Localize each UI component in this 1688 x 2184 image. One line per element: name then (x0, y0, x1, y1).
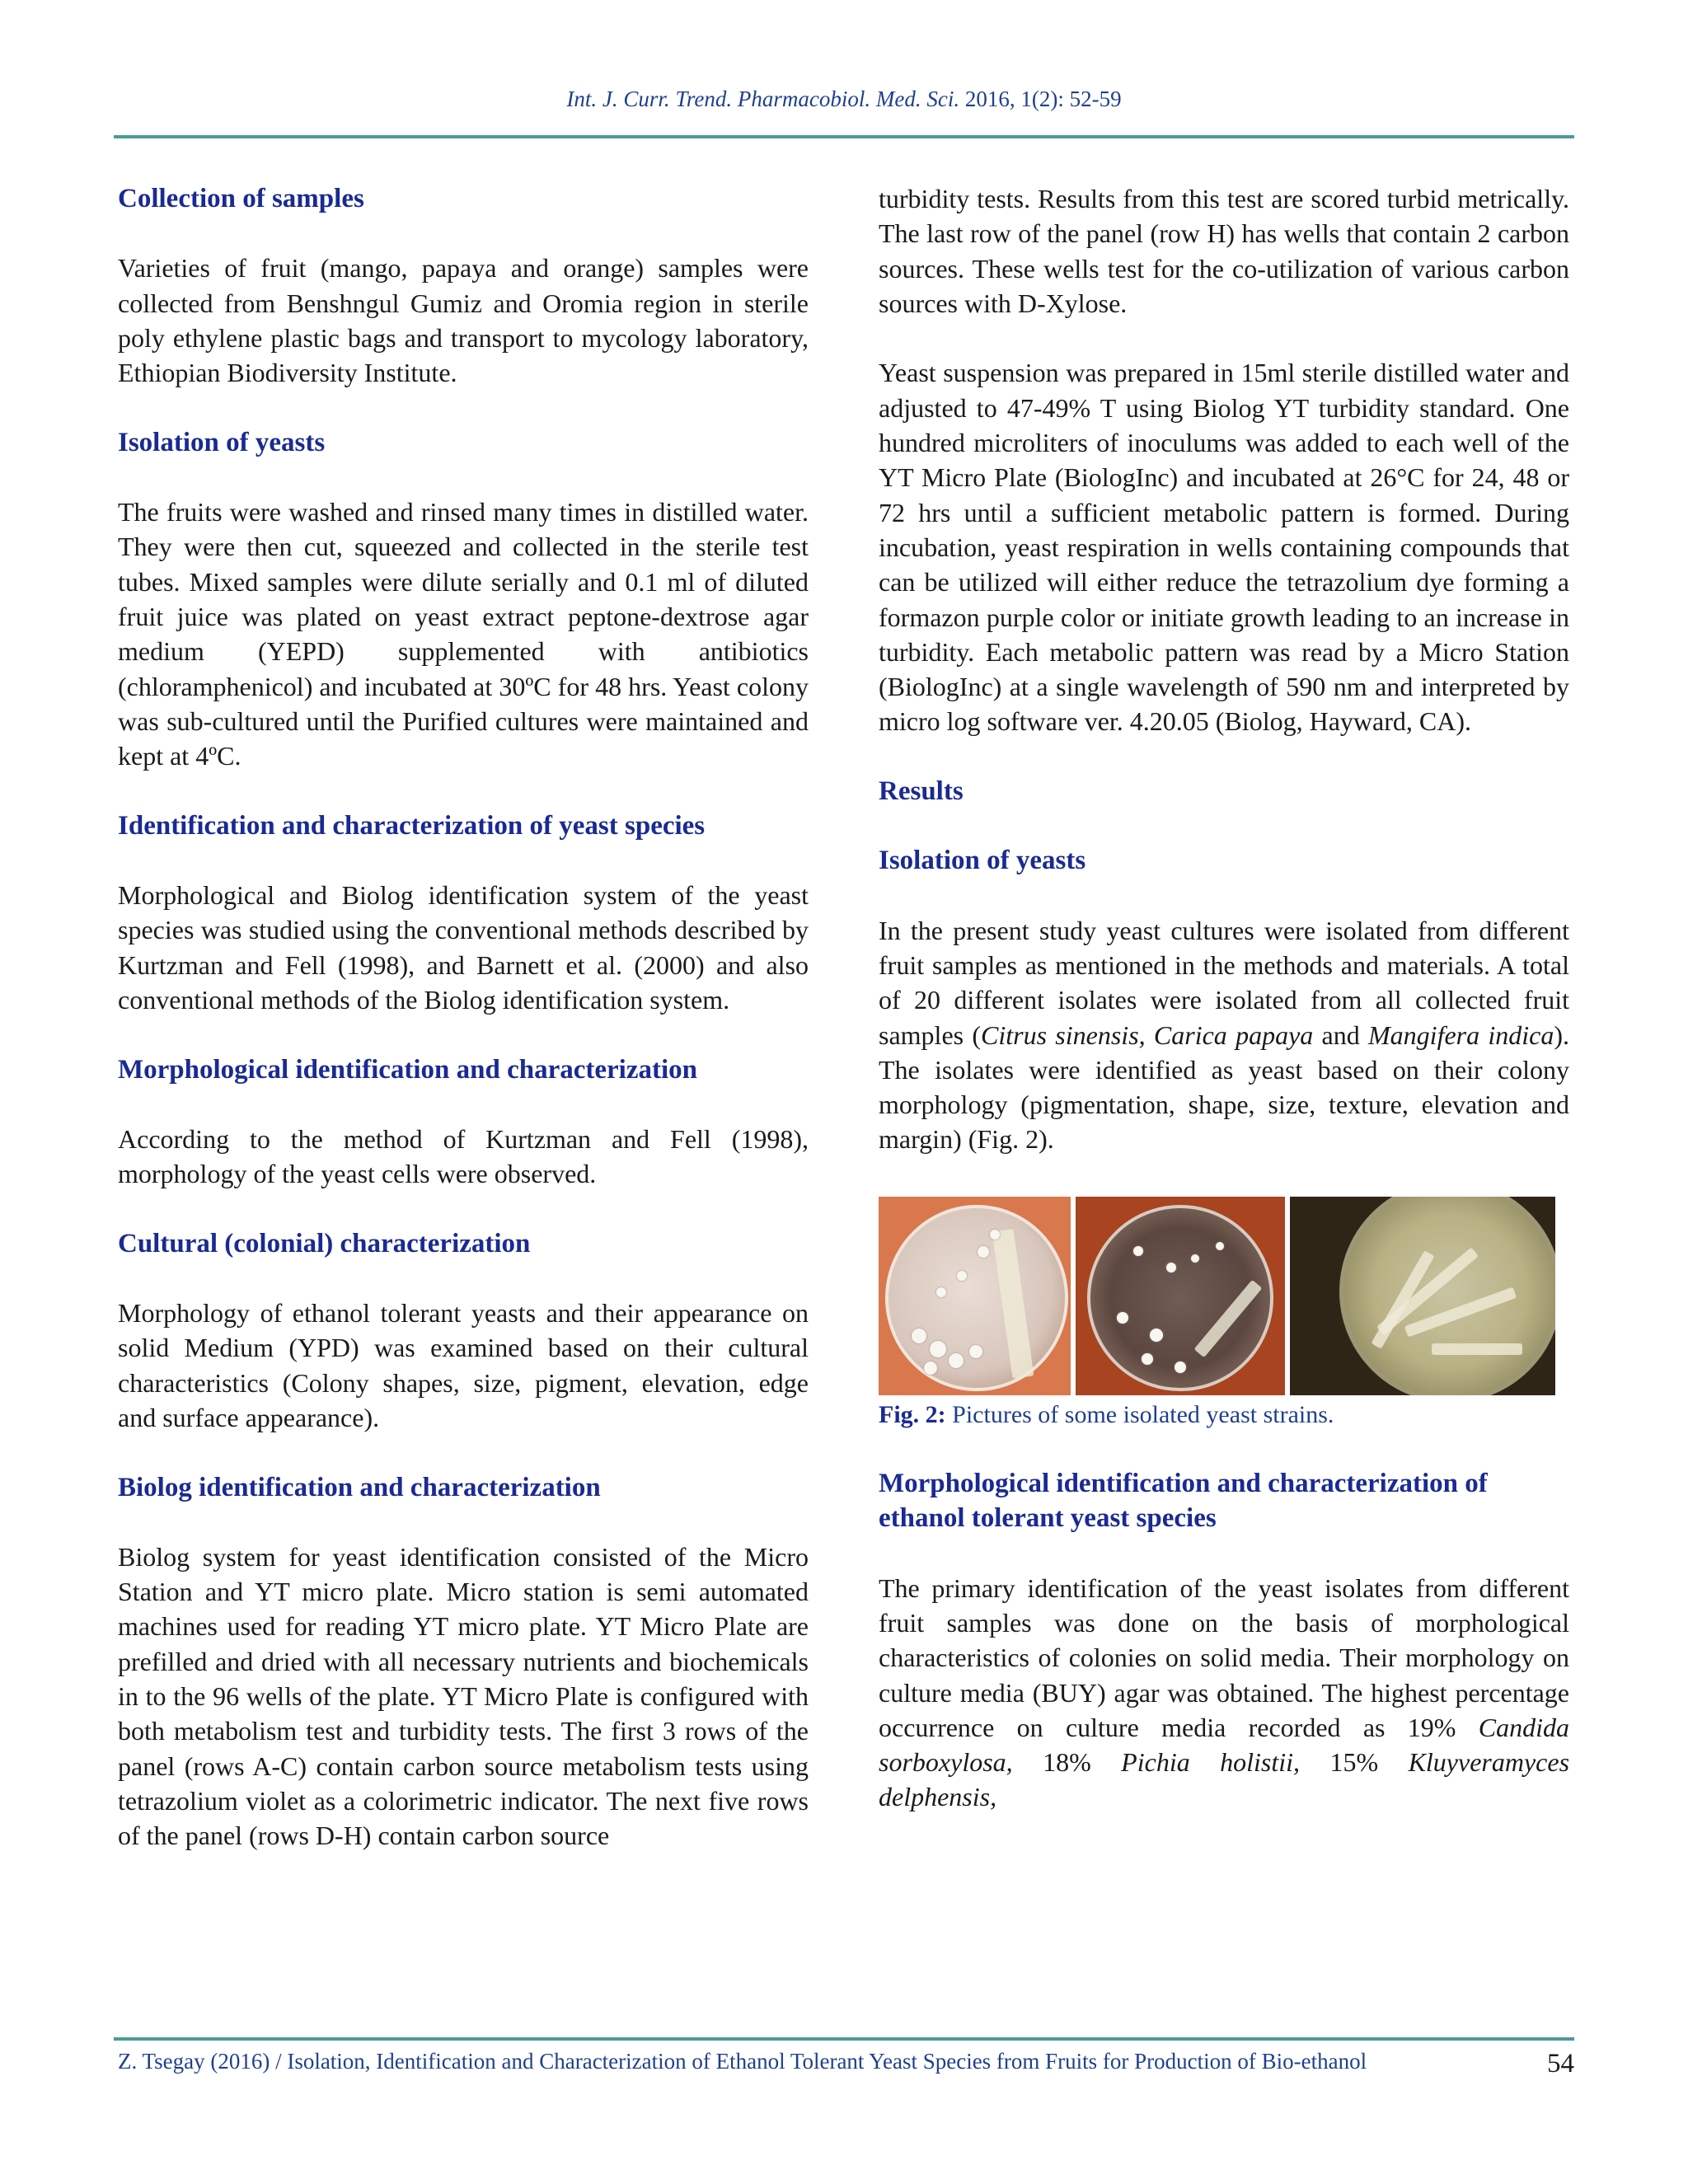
paragraph-turbidity: turbidity tests. Results from this test are scored turbid metrically. The last row of the panel (row H) has wells that contain 2 carbon sources. These wells test for the co-utilization of various carbon sources with D-Xylose. (879, 184, 1569, 318)
paragraph-cultural: Morphology of ethanol tolerant yeasts and their appearance on solid Medium (YPD) was examined based on their cultural characteristics (Colony shapes, size, pigment, elevation, edge and surface appearance). (118, 1298, 809, 1432)
species-citrus-carica: Citrus sinensis, Carica papaya (981, 1019, 1314, 1050)
heading-cultural-characterization: Cultural (colonial) characterization (118, 1228, 531, 1258)
species-mangifera: Mangifera indica (1368, 1019, 1554, 1050)
heading-morphological-ethanol-tolerant: Morphological identification and characterization of ethanol tolerant yeast species (879, 1469, 1488, 1534)
heading-isolation-of-yeasts: Isolation of yeasts (118, 427, 326, 457)
heading-morphological-identification: Morphological identification and characterization (118, 1054, 698, 1085)
petri-dish-photo-2 (1076, 1197, 1285, 1395)
heading-identification: Identification and characterization of yeast species (118, 810, 706, 841)
footer-divider (114, 2037, 1574, 2041)
running-footer: Z. Tsegay (2016) / Isolation, Identification and Characterization of Ethanol Tolerant Yeast Species from Fruits for Production of Bio-ethanol (118, 2049, 1367, 2074)
paragraph-isolation: The fruits were washed and rinsed many times in distilled water. They were then cut, squeezed and collected in the sterile test tubes. Mixed samples were dilute serially and 0.1 ml of diluted fruit juice was plated on yeast extract peptone-dextrose agar medium (YEPD) supplemented with antibiotics (chloramphenicol) and incubated at 30ºC for 48 hrs. Yeast colony was sub-cultured until the Purified cultures were maintained and kept at 4ºC. (118, 497, 809, 771)
heading-biolog-identification: Biolog identification and characterization (118, 1472, 601, 1502)
heading-results-isolation: Isolation of yeasts (879, 846, 1086, 876)
petri-dish-photo-1 (879, 1197, 1071, 1395)
species-kluyveramyces: Kluyveramyces delphensis, (879, 1747, 1570, 1812)
heading-results: Results (879, 776, 964, 807)
paragraph-morphological-results: The primary identification of the yeast isolates from different fruit samples was done on the basis of morphological characteristics of colonies on solid media. Their morphology on culture media (BUY) agar was obtained. The highest percentage occurrence on culture media recorded as 19% Candida sorboxylosa, 18% Pichia holistii, 15% Kluyveramyces delphensis, (879, 1572, 1570, 1812)
species-pichia: Pichia holistii, (1121, 1747, 1301, 1778)
left-column (118, 181, 809, 1853)
paragraph-identification: Morphological and Biolog identification system of the yeast species was studied using the conventional methods described by Kurtzman and Fell (1998), and Barnett et al. (2000) and also conventional methods of the Biolog identification system. (118, 880, 809, 1015)
species-candida: Candida sorboxylosa, (879, 1712, 1569, 1778)
figure-yeast-plates (879, 1197, 1556, 1395)
journal-citation: 2016, 1(2): 52-59 (959, 87, 1122, 111)
paragraph-yeast-suspension: Yeast suspension was prepared in 15ml sterile distilled water and adjusted to 47-49% T using Biolog YT turbidity standard. One hundred microliters of inoculums was added to each well of the YT Micro Plate (BiologInc) and incubated at 26°C for 24, 48 or 72 hrs until a sufficient metabolic pattern is formed. During incubation, yeast respiration in wells containing compounds that can be utilized will either reduce the tetrazolium dye forming a formazon purple color or initiate growth leading to an increase in turbidity. Each metabolic pattern was read by a Micro Station (BiologInc) at a single wavelength of 590 nm and interpreted by micro log software ver. 4.20.05 (Biolog, Hayward, CA). (879, 358, 1569, 737)
figure-caption: Fig. 2: Pictures of some isolated yeast strains. (879, 1401, 1334, 1429)
paragraph-biolog: Biolog system for yeast identification consisted of the Micro Station and YT micro plate. Micro station is semi automated machines used for reading YT micro plate. YT Micro Plate are prefilled and dried with all necessary nutrients and biochemicals in to the 96 wells of the plate. YT Micro Plate is configured with both metabolism test and turbidity tests. The first 3 rows of the panel (rows A-C) contain carbon source metabolism tests using tetrazolium violet as a colorimetric indicator. The next five rows of the panel (rows D-H) contain carbon source (118, 1541, 809, 1851)
journal-name: Int. J. Curr. Trend. Pharmacobiol. Med. Sci. (566, 87, 960, 111)
page-number: 54 (1547, 2049, 1574, 2079)
heading-collection-of-samples: Collection of samples (118, 184, 364, 213)
petri-dish-photo-3 (1290, 1197, 1555, 1395)
paragraph-morphological: According to the method of Kurtzman and Fell (1998), morphology of the yeast cells were observed. (118, 1123, 809, 1189)
paragraph-results-isolation: In the present study yeast cultures were isolated from different fruit samples as mentioned in the methods and materials. A total of 20 different isolates were isolated from all collected fruit samples (Citrus sinensis, Carica papaya and Mangifera indica). The isolates were identified as yeast based on their colony morphology (pigmentation, shape, size, texture, elevation and margin) (Fig. 2). (879, 915, 1570, 1155)
running-header (114, 82, 1574, 134)
figure-label: Fig. 2: (879, 1401, 946, 1429)
paragraph-collection: Varieties of fruit (mango, papaya and orange) samples were collected from Benshngul Gumiz and Oromia region in sterile poly ethylene plastic bags and transport to mycology laboratory, Ethiopian Biodiversity Institute. (118, 253, 809, 388)
right-column (879, 181, 1569, 1815)
header-divider (114, 135, 1574, 138)
